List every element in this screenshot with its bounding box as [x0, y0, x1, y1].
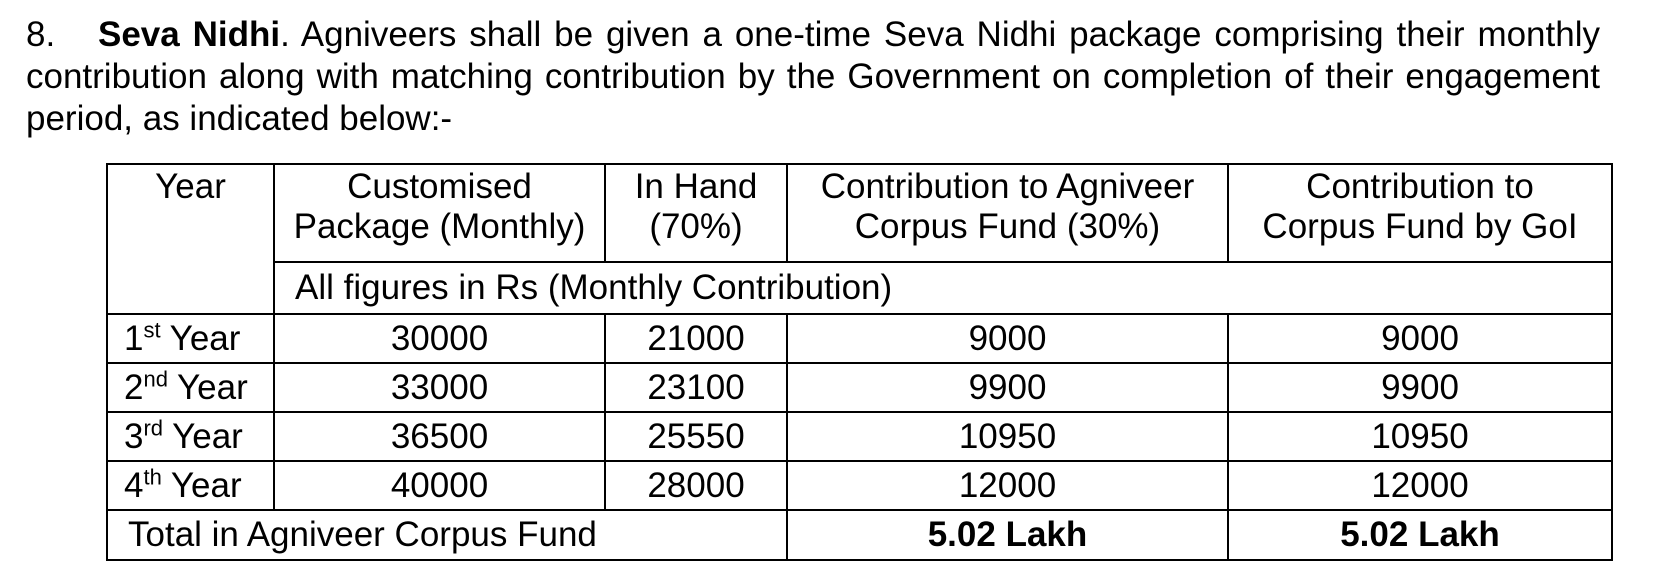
table-header-row [107, 164, 1612, 262]
goi-cell: 10950 [1228, 412, 1612, 461]
total-agniveer: 5.02 Lakh [787, 510, 1228, 560]
agniveer-cell: 9000 [787, 314, 1228, 363]
package-cell: 33000 [274, 363, 605, 412]
in-hand-cell: 21000 [605, 314, 787, 363]
agniveer-cell: 12000 [787, 461, 1228, 510]
year-cell: 1st Year [107, 314, 274, 363]
package-cell: 30000 [274, 314, 605, 363]
package-cell: 36500 [274, 412, 605, 461]
total-label: Total in Agniveer Corpus Fund [107, 510, 787, 560]
header-in-hand: In Hand (70%) [605, 164, 787, 262]
total-goi: 5.02 Lakh [1228, 510, 1612, 560]
paragraph-number: 8. [26, 15, 56, 54]
units-note-row [107, 262, 1612, 314]
in-hand-cell: 23100 [605, 363, 787, 412]
in-hand-cell: 25550 [605, 412, 787, 461]
table-row [107, 461, 1612, 510]
goi-cell: 12000 [1228, 461, 1612, 510]
header-year: Year [107, 164, 274, 314]
year-cell: 4th Year [107, 461, 274, 510]
agniveer-cell: 10950 [787, 412, 1228, 461]
paragraph-text: . Agniveers shall be given a one-time Seva Nidhi package comprising their monthly contribution along with matching contribution by the Government on completion of their engagement period, as indicated below:- [26, 15, 1600, 138]
table-row [107, 363, 1612, 412]
total-row [107, 510, 1612, 560]
in-hand-cell: 28000 [605, 461, 787, 510]
header-package: Customised Package (Monthly) [274, 164, 605, 262]
package-cell: 40000 [274, 461, 605, 510]
header-agniveer-contribution: Contribution to Agniveer Corpus Fund (30%) [787, 164, 1228, 262]
seva-nidhi-paragraph [26, 14, 1600, 140]
year-cell: 3rd Year [107, 412, 274, 461]
header-goi-contribution: Contribution to Corpus Fund by GoI [1228, 164, 1612, 262]
units-note: All figures in Rs (Monthly Contribution) [274, 262, 1612, 314]
agniveer-cell: 9900 [787, 363, 1228, 412]
goi-cell: 9900 [1228, 363, 1612, 412]
paragraph-heading: Seva Nidhi [98, 15, 281, 54]
goi-cell: 9000 [1228, 314, 1612, 363]
year-cell: 2nd Year [107, 363, 274, 412]
seva-nidhi-table [106, 163, 1613, 561]
table-row [107, 412, 1612, 461]
table-row [107, 314, 1612, 363]
